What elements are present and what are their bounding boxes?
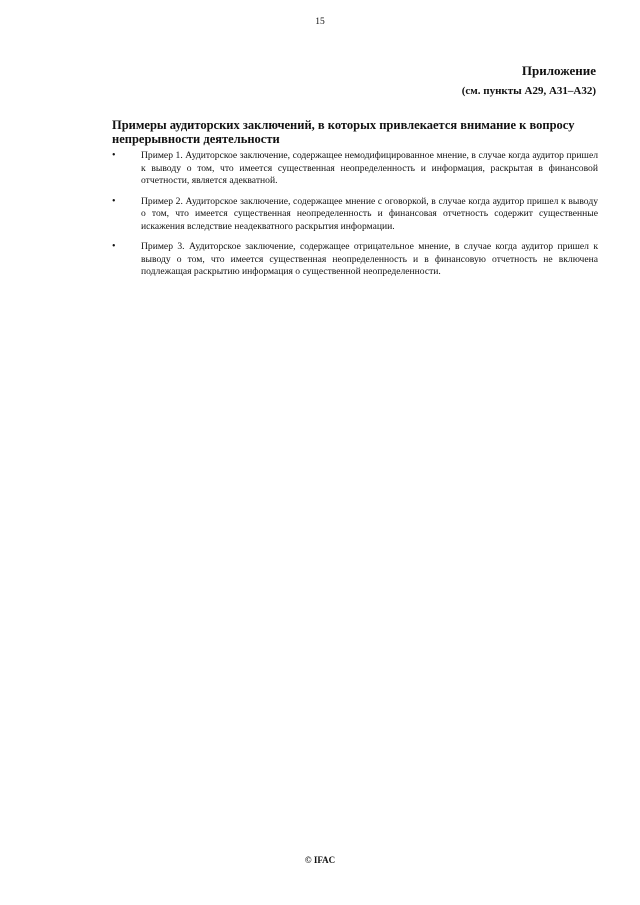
bullet-icon: • xyxy=(112,195,116,207)
section-heading: Примеры аудиторских заключений, в которых привлекается внимание к вопросу непрерывности деятельности xyxy=(112,118,575,146)
examples-list xyxy=(112,150,598,287)
bullet-icon: • xyxy=(112,150,116,161)
page-number: 15 xyxy=(315,17,325,27)
bullet-icon: • xyxy=(112,241,116,252)
list-item xyxy=(112,241,598,279)
example-text: Пример 3. Аудиторское заключение, содержащее отрицательное мнение, в случае когда аудитор пришел к выводу о том, что имеется существенная неопределенность и в финансовую отчетность не включена подлежащая раскрытию информация о существенной неопределенности. xyxy=(141,241,598,277)
list-item xyxy=(112,150,598,188)
example-text: Пример 2. Аудиторское заключение, содержащее мнение с оговоркой, в случае когда аудитор пришел к выводу о том, что имеется существенная неопределенность и финансовая отчетность содержит существенные искажения вследствие неадекватного раскрытия информации. xyxy=(141,195,598,232)
example-text: Пример 1. Аудиторское заключение, содержащее немодифицированное мнение, в случае когда аудитор пришел к выводу о том, что имеется существенная неопределенность и информация, раскрытая в финансовой отчетности, является адекватной. xyxy=(141,150,598,186)
copyright-footer: © IFAC xyxy=(304,855,336,865)
list-item xyxy=(112,196,598,234)
appendix-reference: (см. пункты А29, А31–А32) xyxy=(461,85,596,97)
appendix-title: Приложение xyxy=(521,63,596,78)
